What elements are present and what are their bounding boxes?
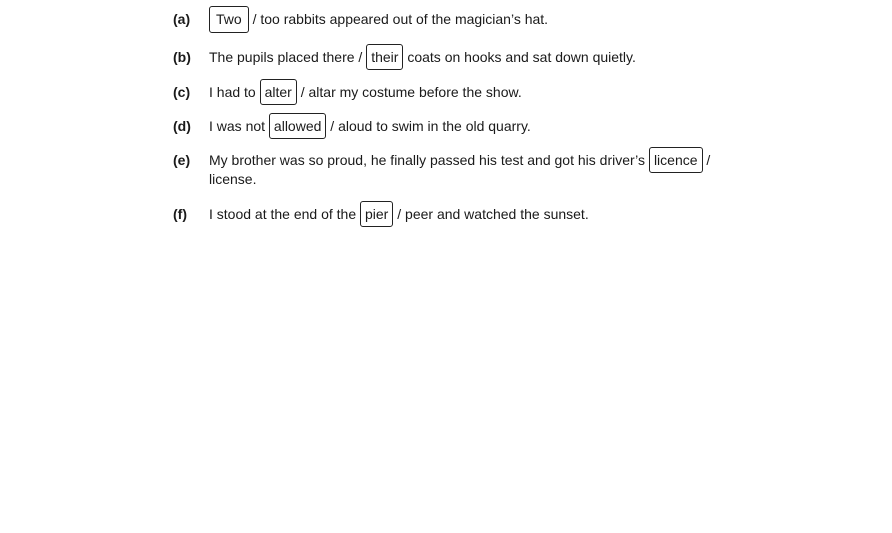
question-item-c — [173, 83, 733, 102]
question-item-b — [173, 48, 733, 67]
sentence-before: My brother was so proud, he finally passed his test and got his driver’s — [209, 152, 649, 168]
question-item-f — [173, 205, 733, 224]
question-letter: (e) — [173, 152, 191, 168]
question-letter: (c) — [173, 84, 191, 100]
sentence-after: / license. — [209, 152, 711, 187]
question-item-e — [173, 151, 733, 189]
question-letter: (f) — [173, 206, 187, 222]
sentence-after: / too rabbits appeared out of the magician’s hat. — [248, 11, 549, 27]
sentence-after: / altar my costume before the show. — [296, 84, 522, 100]
question-sentence — [209, 48, 733, 67]
question-sentence — [209, 10, 733, 29]
sentence-after: coats on hooks and sat down quietly. — [403, 49, 636, 65]
question-letter: (b) — [173, 49, 191, 65]
question-letter: (d) — [173, 118, 191, 134]
selected-answer-box: licence — [649, 147, 703, 173]
selected-answer-box: alter — [260, 79, 297, 105]
selected-answer-box: pier — [360, 201, 393, 227]
question-sentence — [209, 83, 733, 102]
question-item-d — [173, 117, 733, 136]
sentence-after: / aloud to swim in the old quarry. — [326, 118, 531, 134]
question-letter: (a) — [173, 11, 191, 27]
selected-answer-box: their — [366, 44, 403, 70]
question-item-a — [173, 10, 733, 29]
selected-answer-box: Two — [209, 6, 249, 33]
sentence-before: I stood at the end of the — [209, 206, 360, 222]
sentence-before: I was not — [209, 118, 269, 134]
sentence-before: The pupils placed there / — [209, 49, 367, 65]
question-sentence — [209, 151, 733, 189]
sentence-after: / peer and watched the sunset. — [393, 206, 589, 222]
sentence-before: I had to — [209, 84, 260, 100]
question-sentence — [209, 205, 733, 224]
question-sentence — [209, 117, 733, 136]
selected-answer-box: allowed — [269, 113, 326, 139]
